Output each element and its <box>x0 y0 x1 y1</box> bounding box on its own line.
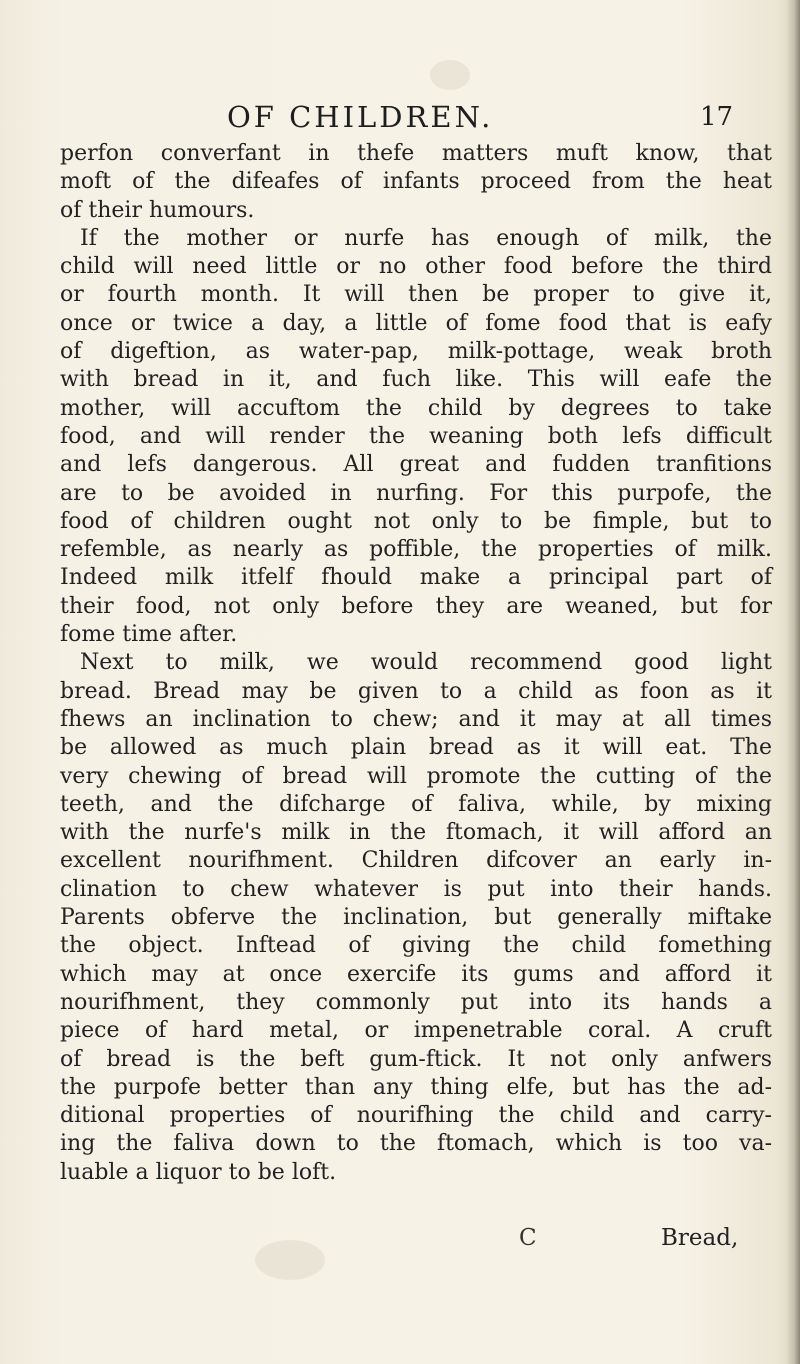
text-line: fome time after. <box>60 622 238 648</box>
text-line: Indeed milk itfelf fhould make a principal part of <box>60 565 772 591</box>
text-line: which may at once exercife its gums and afford it <box>60 961 772 987</box>
text-line: be allowed as much plain bread as it will eat. The <box>60 735 772 761</box>
body-text <box>60 140 772 1187</box>
text-line: are to be avoided in nurfing. For this purpofe, the <box>60 480 772 506</box>
text-line: perfon converfant in thefe matters muft know, that <box>60 141 772 166</box>
text-line: once or twice a day, a little of fome food that is eafy <box>60 310 772 336</box>
text-line: the purpofe better than any thing elfe, but has the ad- <box>60 1074 772 1100</box>
text-line: excellent nourifhment. Children difcover an early in- <box>60 848 772 874</box>
text-line: bread. Bread may be given to a child as foon as it <box>60 678 772 704</box>
text-line: teeth, and the difcharge of faliva, while, by mixing <box>60 791 772 817</box>
running-title: OF CHILDREN. <box>227 100 494 134</box>
text-line: nourifhment, they commonly put into its hands a <box>60 989 772 1015</box>
text-line: child will need little or no other food before the third <box>60 254 772 280</box>
text-line: very chewing of bread will promote the cutting of the <box>60 763 772 789</box>
text-line: ing the faliva down to the ftomach, which is too va- <box>60 1131 772 1157</box>
text-line: their food, not only before they are weaned, but for <box>60 593 772 619</box>
text-line: If the mother or nurfe has enough of milk, the <box>80 225 772 251</box>
text-line: moft of the difeafes of infants proceed from the heat <box>60 169 772 195</box>
text-line: with bread in it, and fuch like. This will eafe the <box>60 367 772 393</box>
text-line: Next to milk, we would recommend good light <box>80 650 772 676</box>
text-line: food, and will render the weaning both lefs difficult <box>60 423 772 449</box>
text-line: food of children ought not only to be fimple, but to <box>60 508 772 534</box>
paper-stain <box>430 60 470 90</box>
text-line: or fourth month. It will then be proper to give it, <box>60 282 772 308</box>
text-line: luable a liquor to be loft. <box>60 1159 337 1185</box>
text-line: of their humours. <box>60 197 255 223</box>
text-line: clination to chew whatever is put into their hands. <box>60 876 772 902</box>
text-line: of digeftion, as water-pap, milk-pottage, weak broth <box>60 339 772 365</box>
signature-mark: C <box>519 1225 537 1251</box>
text-line: and lefs dangerous. All great and fudden tranfitions <box>60 452 772 478</box>
text-line: the object. Inftead of giving the child fomething <box>60 933 772 959</box>
text-line: with the nurfe's milk in the ftomach, it will afford an <box>60 820 772 846</box>
catchword: Bread, <box>661 1225 739 1251</box>
text-line: of bread is the beft gum-ftick. It not only anfwers <box>60 1046 772 1072</box>
text-line: mother, will accuftom the child by degrees to take <box>60 395 772 421</box>
page-gutter-shadow <box>786 0 800 1364</box>
catchline <box>0 1225 800 1265</box>
text-line: refemble, as nearly as poffible, the properties of milk. <box>60 537 772 563</box>
text-line: ditional properties of nourifhing the child and carry- <box>60 1103 772 1129</box>
text-line: fhews an inclination to chew; and it may at all times <box>60 706 772 732</box>
text-line: piece of hard metal, or impenetrable coral. A cruft <box>60 1018 772 1044</box>
text-line: Parents obferve the inclination, but generally miftake <box>60 905 772 931</box>
running-head <box>0 100 800 140</box>
page-number: 17 <box>700 102 734 132</box>
